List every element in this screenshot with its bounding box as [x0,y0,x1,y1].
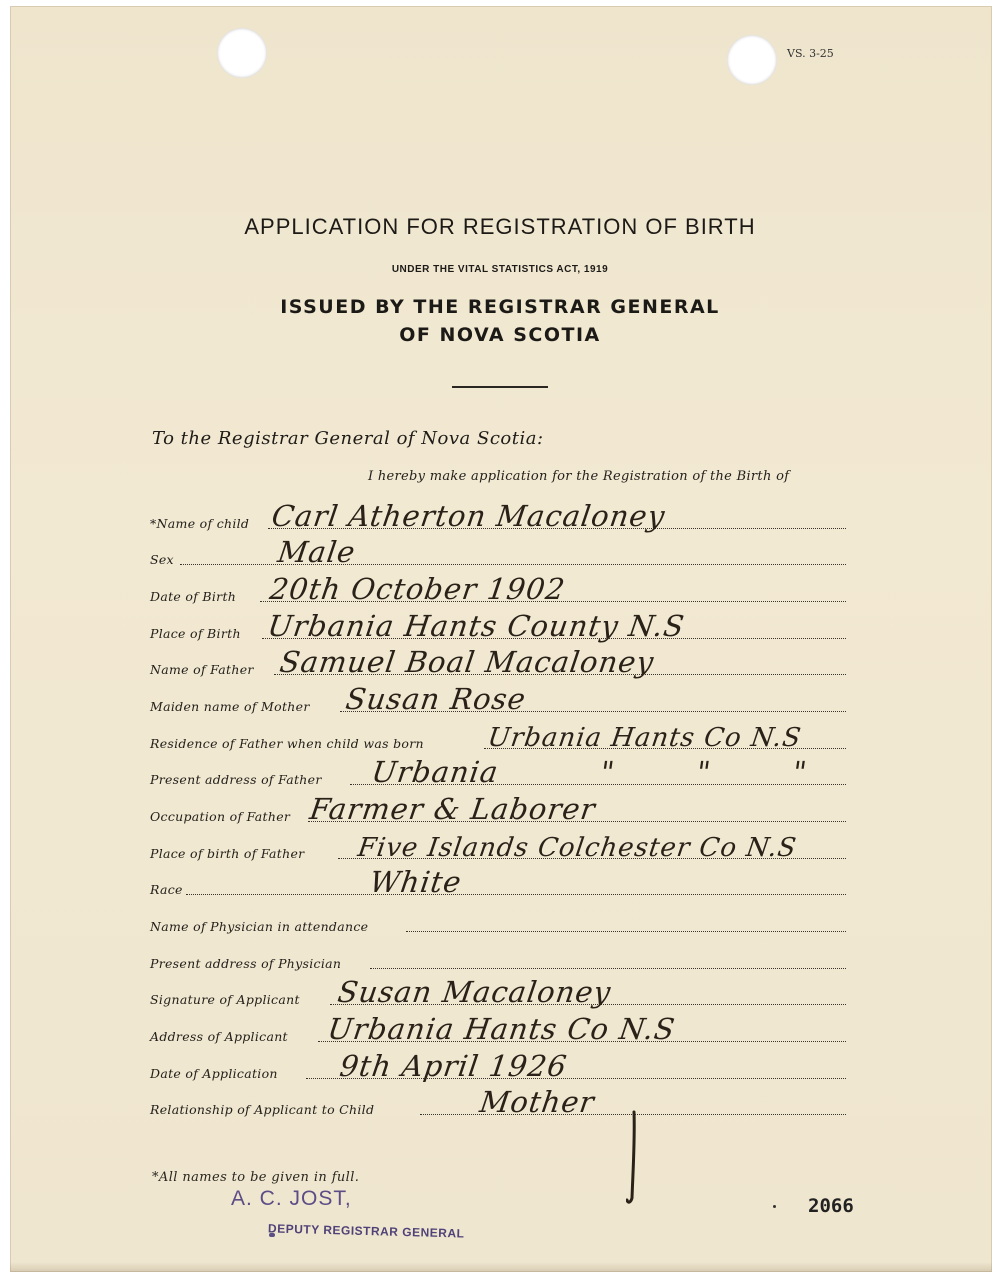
punch-hole-right [727,35,777,85]
field-value: Mother [477,1085,597,1119]
stamp-registrar-title: DEPUTY REGISTRAR GENERAL [267,1221,465,1241]
intro-text: I hereby make application for the Registration of the Birth of [368,469,790,484]
field-label: Name of Physician in attendance [150,919,369,934]
field-label: Sex [150,552,174,567]
field-present-address-of-physician [150,947,846,973]
field-name-of-physician [150,910,846,936]
document-title: APPLICATION FOR REGISTRATION OF BIRTH [244,214,756,239]
field-value: Urbania Hants Co N.S [485,723,804,753]
field-value: Urbania Hants Co N.S [325,1012,678,1046]
field-signature-of-applicant [150,975,846,1009]
field-date-of-birth [150,572,846,606]
field-date-of-application [150,1049,846,1083]
field-label: Race [150,882,183,897]
field-label: Present address of Physician [150,956,342,971]
field-value: 9th April 1926 [337,1049,570,1083]
file-number-dot [773,1205,776,1208]
paper-bottom-edge [10,1262,992,1272]
field-place-of-birth [150,609,846,643]
field-value: Samuel Boal Macaloney [277,645,657,679]
field-name-of-child [150,499,846,533]
field-label: Maiden name of Mother [150,699,310,714]
act-subtitle: UNDER THE VITAL STATISTICS ACT, 1919 [391,264,609,275]
field-value: Male [275,535,358,569]
field-label: Name of Father [150,662,254,677]
form-number: VS. 3-25 [787,47,834,60]
field-value: Farmer & Laborer [307,792,598,826]
issuer-line-1: ISSUED BY THE REGISTRAR GENERAL [280,296,720,318]
field-value: 20th October 1902 [267,572,568,606]
punch-hole-left [217,28,267,78]
field-maiden-name-of-mother [150,682,846,716]
field-relationship-of-applicant [150,1085,846,1119]
field-label: Place of birth of Father [150,846,305,861]
field-sex [150,535,846,569]
field-present-address-of-father [150,755,846,789]
field-label: Place of Birth [150,626,241,641]
field-label: *Name of child [150,516,250,531]
field-label: Residence of Father when child was born [150,736,424,751]
field-value: Carl Atherton Macaloney [269,499,668,533]
field-residence-of-father [150,723,846,753]
field-label: Relationship of Applicant to Child [150,1102,375,1117]
field-value: Urbania " " " [369,755,810,789]
field-value: Five Islands Colchester Co N.S [355,833,799,863]
field-value: Susan Macaloney [335,975,614,1009]
field-line [186,894,846,895]
field-occupation-of-father [150,792,846,826]
title-divider [452,386,548,388]
file-number: 2066 [808,1195,854,1217]
footnote: *All names to be given in full. [152,1170,360,1185]
field-label: Date of Birth [150,589,237,604]
field-line [370,968,846,969]
field-label: Present address of Father [150,772,322,787]
issuer-line-2: OF NOVA SCOTIA [399,324,601,346]
field-name-of-father [150,645,846,679]
field-place-of-birth-of-father [150,833,846,863]
field-value: Susan Rose [343,682,529,716]
field-label: Signature of Applicant [150,992,300,1007]
field-address-of-applicant [150,1012,846,1046]
salutation: To the Registrar General of Nova Scotia: [152,428,544,449]
stamp-registrar-name: A. C. JOST, [231,1187,352,1210]
field-label: Occupation of Father [150,809,291,824]
field-value: White [367,865,464,899]
field-label: Address of Applicant [150,1029,288,1044]
field-race [150,865,846,899]
field-value: Urbania Hants County N.S [265,609,687,643]
pen-stroke-mark [626,1110,640,1206]
field-label: Date of Application [150,1066,278,1081]
field-line [406,931,846,932]
